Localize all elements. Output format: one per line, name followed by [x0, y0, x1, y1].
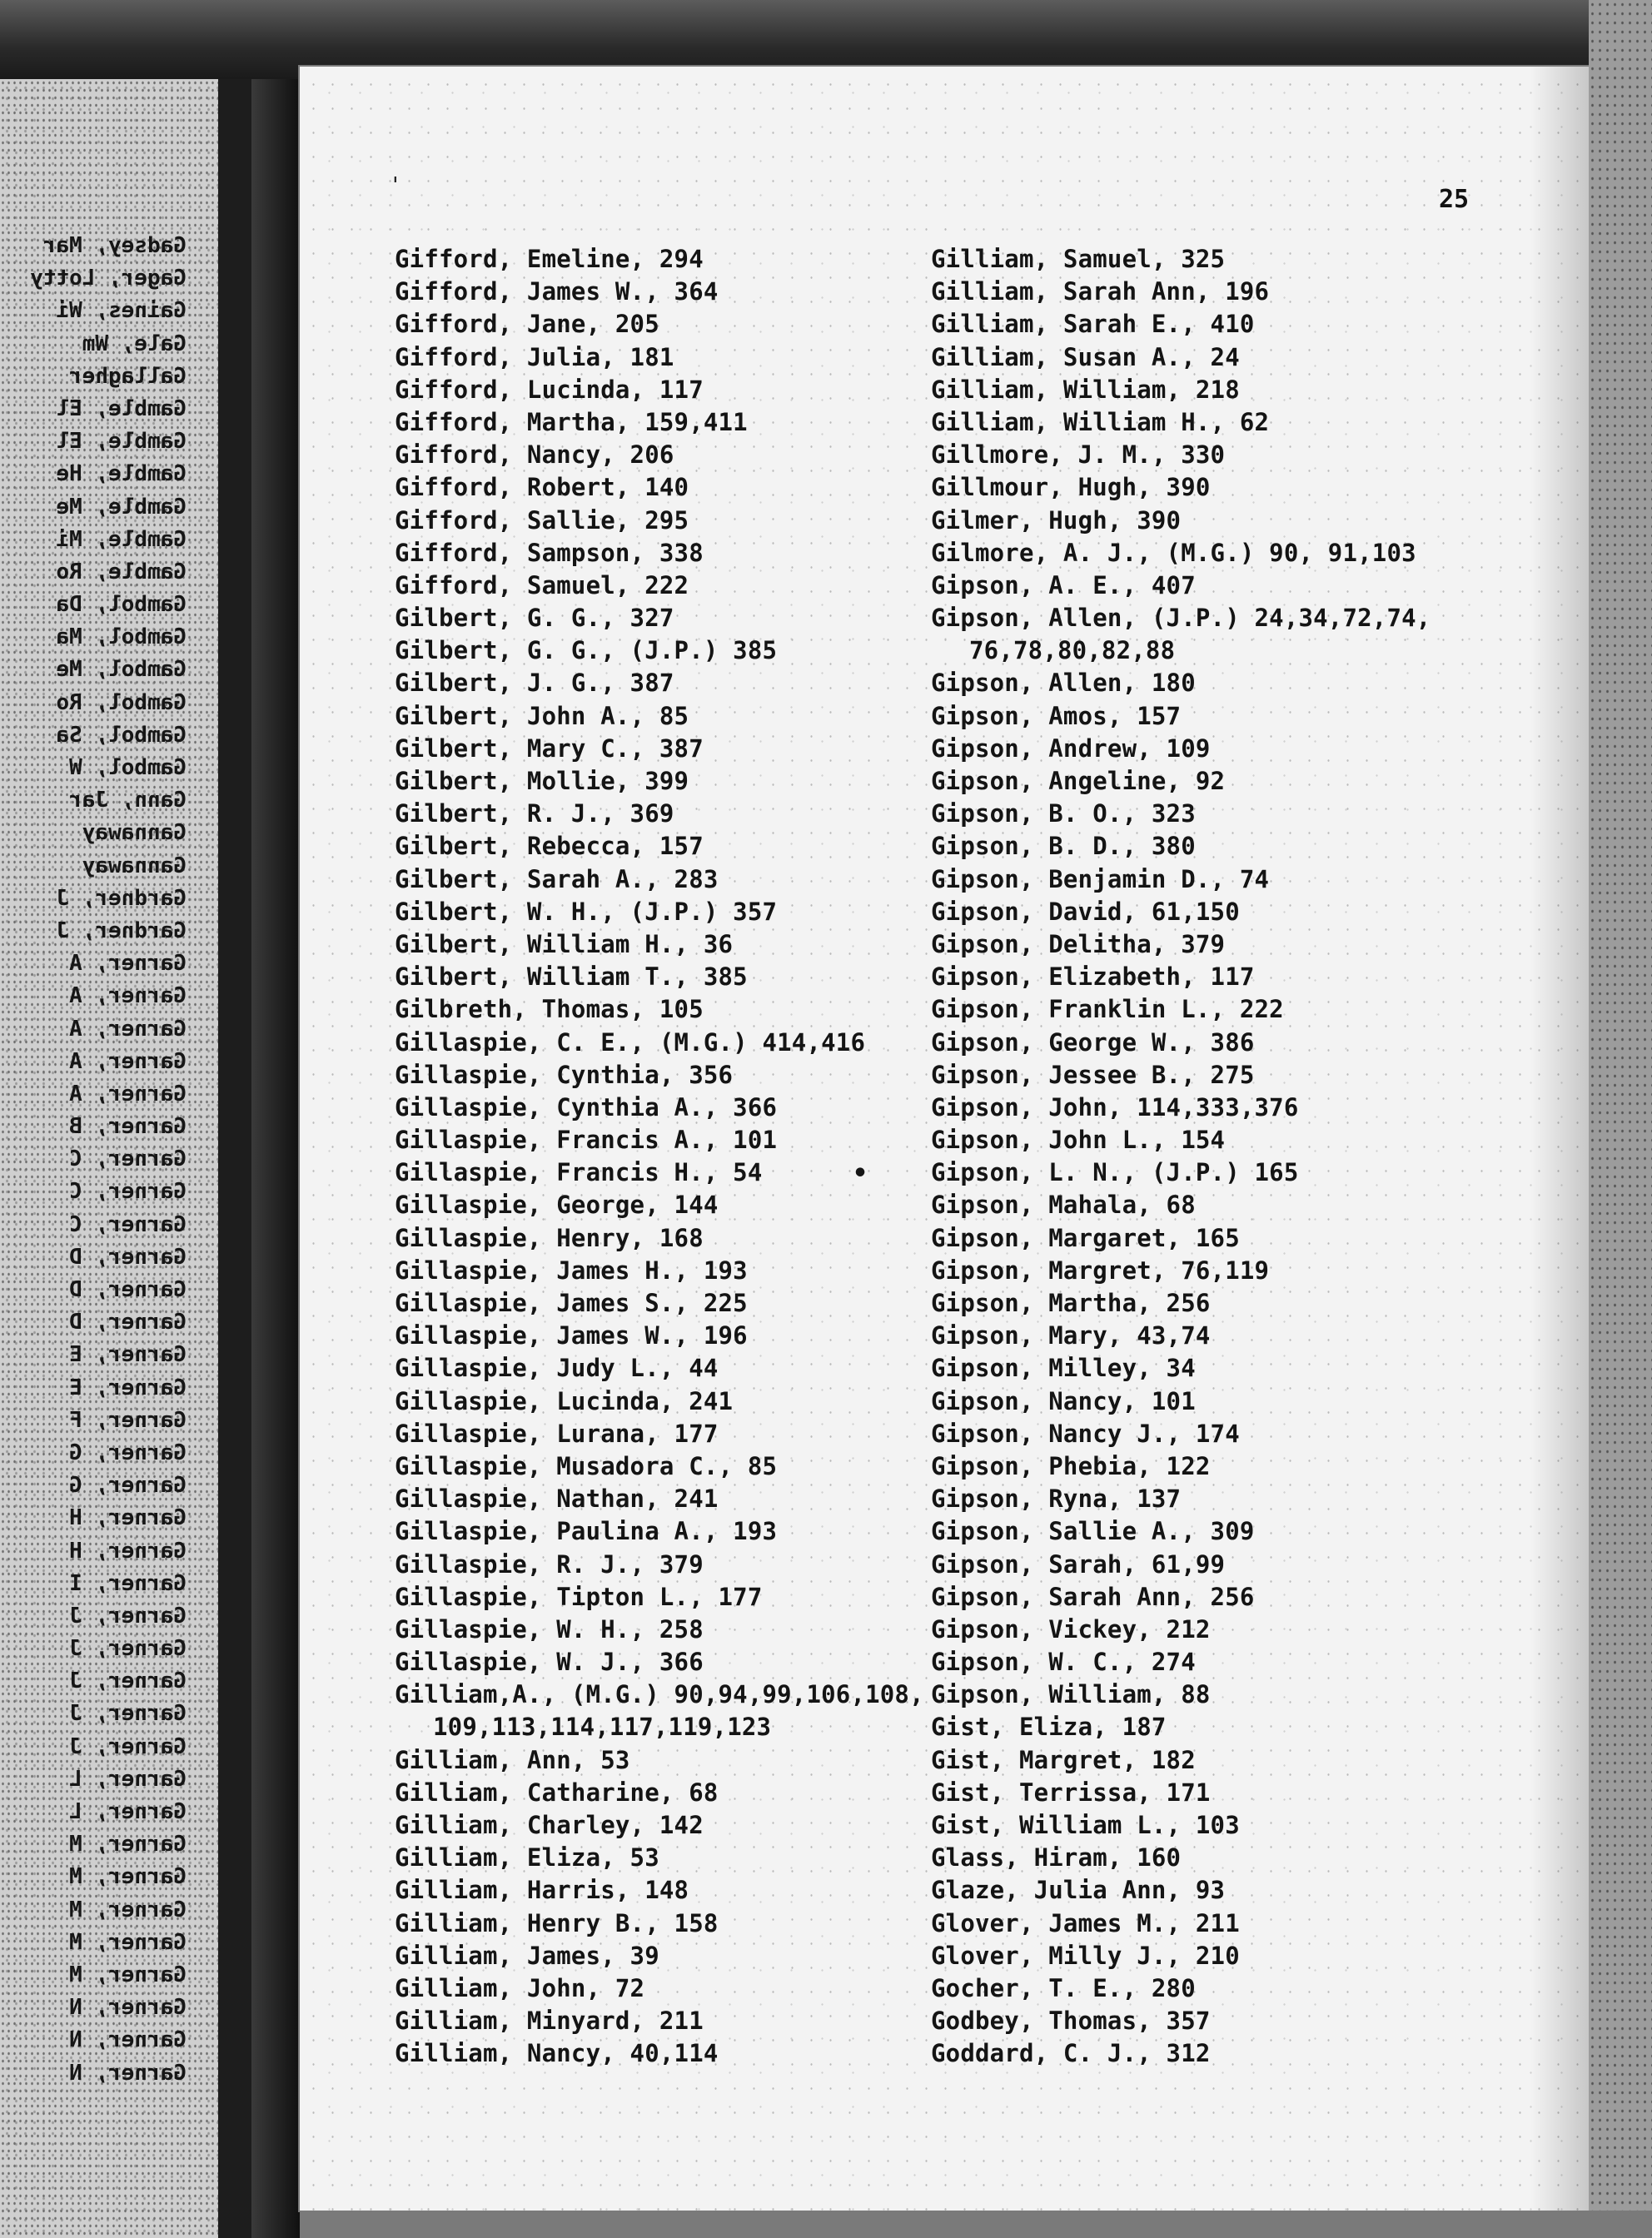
facing-page-entry: Gannaway — [82, 853, 187, 878]
facing-page-entry: Garner, H — [69, 1538, 187, 1564]
index-entry: Gilbert, G. G., 327 — [395, 604, 674, 633]
index-entry: Gilliam, Catharine, 68 — [395, 1778, 719, 1807]
index-entry: Gist, Margret, 182 — [931, 1745, 1196, 1774]
spine-shadow — [251, 79, 300, 2238]
index-entry: Gipson, Andrew, 109 — [931, 734, 1211, 763]
facing-page-entry: Gamble, Ro — [56, 559, 187, 584]
index-entry: Gist, Eliza, 187 — [931, 1713, 1167, 1742]
index-entry: Gillaspie, Henry, 168 — [395, 1223, 704, 1252]
facing-page-entry: Gaines, Wi — [56, 298, 187, 324]
facing-page-entry: Garner, N — [69, 2060, 187, 2086]
index-entry: Gilliam, Minyard, 211 — [395, 2007, 704, 2036]
facing-page-entry: Gambol, W — [69, 755, 187, 780]
index-entry: Gilliam, Henry B., 158 — [395, 1908, 719, 1937]
index-entry: Gipson, Sarah, 61,99 — [931, 1549, 1226, 1579]
index-entry: Gifford, James W., 364 — [395, 277, 719, 306]
index-entry: Gipson, Margret, 76,119 — [931, 1256, 1270, 1285]
facing-page-entry: Gannaway — [82, 820, 187, 846]
facing-page-entry: Gann, Jar — [69, 788, 187, 813]
index-column-left — [395, 243, 928, 2071]
index-entry: Gilbert, William H., 36 — [395, 929, 734, 958]
index-entry: Gilliam, Ann, 53 — [395, 1745, 630, 1774]
index-entry: Gillaspie, R. J., 379 — [395, 1549, 704, 1579]
facing-page-entry: Garner, G — [69, 1473, 187, 1499]
index-entry: Gillaspie, Lurana, 177 — [395, 1419, 719, 1448]
facing-page-entry: Gambol, Me — [56, 657, 187, 683]
index-entry: Gocher, T. E., 280 — [931, 1973, 1196, 2002]
facing-page-entry: Garner, M — [69, 1864, 187, 1890]
index-entry: Gipson, Elizabeth, 117 — [931, 962, 1255, 992]
index-entry: Gipson, Allen, (J.P.) 24,34,72,74, — [931, 604, 1431, 633]
index-entry: Gipson, Franklin L., 222 — [931, 995, 1284, 1024]
index-entry: Gifford, Samuel, 222 — [395, 570, 689, 599]
index-entry: Glass, Hiram, 160 — [931, 1843, 1182, 1872]
facing-page-entry: Garner, J — [69, 1669, 187, 1694]
index-entry-continuation: 109,113,114,117,119,123 — [433, 1713, 772, 1742]
index-entry: Gillaspie, Nathan, 241 — [395, 1485, 719, 1514]
index-entry: Gillaspie, James S., 225 — [395, 1289, 748, 1317]
index-entry: Gilliam, Sarah Ann, 196 — [931, 277, 1270, 306]
facing-page-entry: Garner, J — [69, 1733, 187, 1759]
facing-page-entry: Gamble, Me — [56, 494, 187, 520]
index-entry: Gipson, William, 88 — [931, 1680, 1211, 1709]
index-entry: Gipson, B. D., 380 — [931, 832, 1196, 861]
index-entry: Gillmore, J. M., 330 — [931, 440, 1226, 470]
index-entry: Gillaspie, C. E., (M.G.) 414,416 — [395, 1027, 866, 1057]
facing-page-entry: Garner, M — [69, 1897, 187, 1922]
index-entry: Gipson, Sallie A., 309 — [931, 1517, 1255, 1546]
index-entry: Gipson, Delitha, 379 — [931, 929, 1226, 958]
index-entry: Gipson, Nancy J., 174 — [931, 1419, 1240, 1448]
index-entry: Gist, Terrissa, 171 — [931, 1778, 1211, 1807]
index-entry: Gipson, Mahala, 68 — [931, 1191, 1196, 1220]
index-entry: Gillaspie, Musadora C., 85 — [395, 1451, 778, 1480]
index-entry: Gilbert, Rebecca, 157 — [395, 832, 704, 861]
index-entry: Gipson, Margaret, 165 — [931, 1223, 1240, 1252]
index-entry: Glover, James M., 211 — [931, 1908, 1240, 1937]
index-entry: Goddard, C. J., 312 — [931, 2039, 1211, 2068]
index-entry: Gipson, Allen, 180 — [931, 669, 1196, 698]
index-entry: Gilbert, J. G., 387 — [395, 669, 674, 698]
index-entry: Gifford, Robert, 140 — [395, 473, 689, 502]
index-column-right — [931, 243, 1480, 2071]
index-entry: Gilliam, James, 39 — [395, 1941, 659, 1970]
index-entry: Gilliam,A., (M.G.) 90,94,99,106,108, — [395, 1680, 924, 1709]
facing-page-entry: Gale, Wm — [82, 331, 187, 356]
index-entry-continuation: 76,78,80,82,88 — [969, 636, 1176, 665]
facing-page-entry: Garner, A — [69, 1048, 187, 1074]
facing-page-entry: Gambol, Ro — [56, 689, 187, 715]
index-entry: Gipson, W. C., 274 — [931, 1648, 1196, 1677]
index-entry: Gilliam, Samuel, 325 — [931, 245, 1226, 273]
facing-page-entry: Garner, A — [69, 1016, 187, 1042]
facing-page-entry: Garner, L — [69, 1799, 187, 1824]
index-entry: Gifford, Lucinda, 117 — [395, 375, 704, 404]
facing-page-entry: Garner, H — [69, 1505, 187, 1531]
index-entry: Gilliam, William, 218 — [931, 375, 1240, 404]
index-entry: Gilbert, R. J., 369 — [395, 799, 674, 828]
facing-page-entry: Gadsey, Mar — [42, 233, 187, 258]
facing-page-entry: Garner, E — [69, 1342, 187, 1368]
corner-mark: ' — [389, 173, 402, 198]
index-entry: Gipson, Ryna, 137 — [931, 1485, 1182, 1514]
facing-page-entry: Garner, D — [69, 1310, 187, 1335]
index-entry: Gilliam, Susan A., 24 — [931, 342, 1240, 371]
facing-page-entry: Garner, J — [69, 1636, 187, 1662]
book-spine — [218, 79, 251, 2238]
facing-page-entry: Gamble, Mi — [56, 526, 187, 552]
index-entry: Gilliam, Sarah E., 410 — [931, 310, 1255, 339]
index-entry: Gipson, Amos, 157 — [931, 701, 1182, 730]
index-entry: Gipson, B. O., 323 — [931, 799, 1196, 828]
index-entry: Gillmour, Hugh, 390 — [931, 473, 1211, 502]
facing-page-entry: Gambol, Ma — [56, 624, 187, 650]
facing-page-entry: Garner, B — [69, 1114, 187, 1140]
index-entry: Gillaspie, Paulina A., 193 — [395, 1517, 778, 1546]
index-entry: Gipson, Martha, 256 — [931, 1289, 1211, 1317]
facing-page-entry: Garner, F — [69, 1407, 187, 1433]
index-entry: Gillaspie, Judy L., 44 — [395, 1354, 719, 1383]
index-entry: Gilbert, Mollie, 399 — [395, 767, 689, 795]
index-entry: Gipson, Jessee B., 275 — [931, 1060, 1255, 1089]
index-entry: Gifford, Nancy, 206 — [395, 440, 674, 470]
facing-page-entry: Garner, I — [69, 1570, 187, 1596]
index-entry: Gilliam, Harris, 148 — [395, 1876, 689, 1905]
index-entry: Gilmore, A. J., (M.G.) 90, 91,103 — [931, 538, 1416, 567]
index-entry: Gifford, Emeline, 294 — [395, 245, 704, 273]
index-entry: Gifford, Julia, 181 — [395, 342, 674, 371]
index-entry: Gillaspie, Cynthia A., 366 — [395, 1092, 778, 1121]
facing-page-entry: Garner, C — [69, 1211, 187, 1237]
facing-page-entry: Garner, A — [69, 1081, 187, 1107]
facing-page-strip — [0, 79, 218, 2238]
facing-page-entry: Gardner, J — [56, 918, 187, 943]
facing-page-entry: Gamble, El — [56, 395, 187, 421]
index-entry: Gillaspie, James W., 196 — [395, 1321, 748, 1350]
facing-page-entry: Garner, J — [69, 1603, 187, 1629]
page-edge-shade — [1530, 67, 1589, 2211]
index-entry: Glover, Milly J., 210 — [931, 1941, 1240, 1970]
index-entry: Gifford, Martha, 159,411 — [395, 407, 748, 436]
scan-right-edge — [1589, 0, 1652, 2238]
index-entry: Gilbreth, Thomas, 105 — [395, 995, 704, 1024]
index-entry: Gipson, A. E., 407 — [931, 570, 1196, 599]
facing-page-entry: Garner, C — [69, 1146, 187, 1172]
index-entry: Gipson, Phebia, 122 — [931, 1451, 1211, 1480]
index-entry: Godbey, Thomas, 357 — [931, 2007, 1211, 2036]
facing-page-entry: Garner, E — [69, 1375, 187, 1400]
index-entry: Gipson, Sarah Ann, 256 — [931, 1582, 1255, 1611]
index-entry: Gipson, John L., 154 — [931, 1126, 1226, 1155]
index-entry: Gipson, Nancy, 101 — [931, 1386, 1196, 1415]
facing-page-entry: Garner, J — [69, 1701, 187, 1727]
index-entry: Gilliam, William H., 62 — [931, 407, 1270, 436]
index-entry: Gipson, Vickey, 212 — [931, 1614, 1211, 1644]
facing-page-entry: Gamble, He — [56, 461, 187, 487]
index-entry: Gilbert, Mary C., 387 — [395, 734, 704, 763]
facing-page-entry: Garner, A — [69, 951, 187, 977]
index-entry: Gipson, Angeline, 92 — [931, 767, 1226, 795]
index-entry: Gipson, John, 114,333,376 — [931, 1092, 1299, 1121]
stray-ink-mark: • — [853, 1159, 868, 1188]
facing-page-entry: Garner, G — [69, 1440, 187, 1465]
index-entry: Gifford, Sampson, 338 — [395, 538, 704, 567]
facing-page-entries — [3, 233, 187, 2093]
index-entry: Gillaspie, George, 144 — [395, 1191, 719, 1220]
facing-page-entry: Garner, D — [69, 1277, 187, 1302]
facing-page-entry: Garner, M — [69, 1929, 187, 1955]
index-entry: Gilliam, Nancy, 40,114 — [395, 2039, 719, 2068]
index-entry: Gifford, Jane, 205 — [395, 310, 659, 339]
index-entry: Gipson, George W., 386 — [931, 1027, 1255, 1057]
facing-page-entry: Gambol, Da — [56, 592, 187, 618]
index-entry: Gipson, L. N., (J.P.) 165 — [931, 1158, 1299, 1187]
facing-page-entry: Gager, Lotty — [30, 266, 187, 291]
index-entry: Gist, William L., 103 — [931, 1811, 1240, 1839]
index-entry: Gillaspie, W. H., 258 — [395, 1614, 704, 1644]
index-entry: Gillaspie, Cynthia, 356 — [395, 1060, 734, 1089]
index-entry: Gifford, Sallie, 295 — [395, 505, 689, 535]
facing-page-entry: Garner, C — [69, 1179, 187, 1205]
facing-page-entry: Gallagher — [69, 363, 187, 389]
facing-page-entry: Garner, M — [69, 1962, 187, 1987]
index-entry: Gilliam, Charley, 142 — [395, 1811, 704, 1839]
index-entry: Gilbert, Sarah A., 283 — [395, 864, 719, 893]
facing-page-entry: Garner, A — [69, 983, 187, 1009]
index-entry: Gilbert, W. H., (J.P.) 357 — [395, 897, 778, 926]
facing-page-entry: Garner, N — [69, 2027, 187, 2053]
index-entry: Gilliam, John, 72 — [395, 1973, 645, 2002]
index-entry: Gipson, Milley, 34 — [931, 1354, 1196, 1383]
index-entry: Gillaspie, James H., 193 — [395, 1256, 748, 1285]
facing-page-entry: Gambol, Sa — [56, 722, 187, 748]
facing-page-entry: Garner, N — [69, 1995, 187, 2021]
index-entry: Gillaspie, Lucinda, 241 — [395, 1386, 734, 1415]
scan-bottom-edge — [300, 2211, 1652, 2238]
facing-page-entry: Gamble, El — [56, 429, 187, 455]
facing-page-entry: Gardner, J — [56, 885, 187, 911]
facing-page-entry: Garner, M — [69, 1832, 187, 1858]
index-entry: Gillaspie, Tipton L., 177 — [395, 1582, 763, 1611]
index-entry: Gilbert, William T., 385 — [395, 962, 748, 992]
index-entry: Gillaspie, Francis A., 101 — [395, 1126, 778, 1155]
index-entry: Gipson, David, 61,150 — [931, 897, 1240, 926]
page-number: 25 — [1439, 185, 1470, 214]
index-entry: Gipson, Benjamin D., 74 — [931, 864, 1270, 893]
facing-page-entry: Garner, D — [69, 1244, 187, 1270]
index-entry: Gillaspie, Francis H., 54 — [395, 1158, 763, 1187]
index-entry: Gilliam, Eliza, 53 — [395, 1843, 659, 1872]
index-entry: Glaze, Julia Ann, 93 — [931, 1876, 1226, 1905]
index-entry: Gilbert, G. G., (J.P.) 385 — [395, 636, 778, 665]
index-entry: Gilmer, Hugh, 390 — [931, 505, 1182, 535]
facing-page-entry: Garner, L — [69, 1766, 187, 1792]
index-entry: Gipson, Mary, 43,74 — [931, 1321, 1211, 1350]
index-entry: Gilbert, John A., 85 — [395, 701, 689, 730]
index-entry: Gillaspie, W. J., 366 — [395, 1648, 704, 1677]
